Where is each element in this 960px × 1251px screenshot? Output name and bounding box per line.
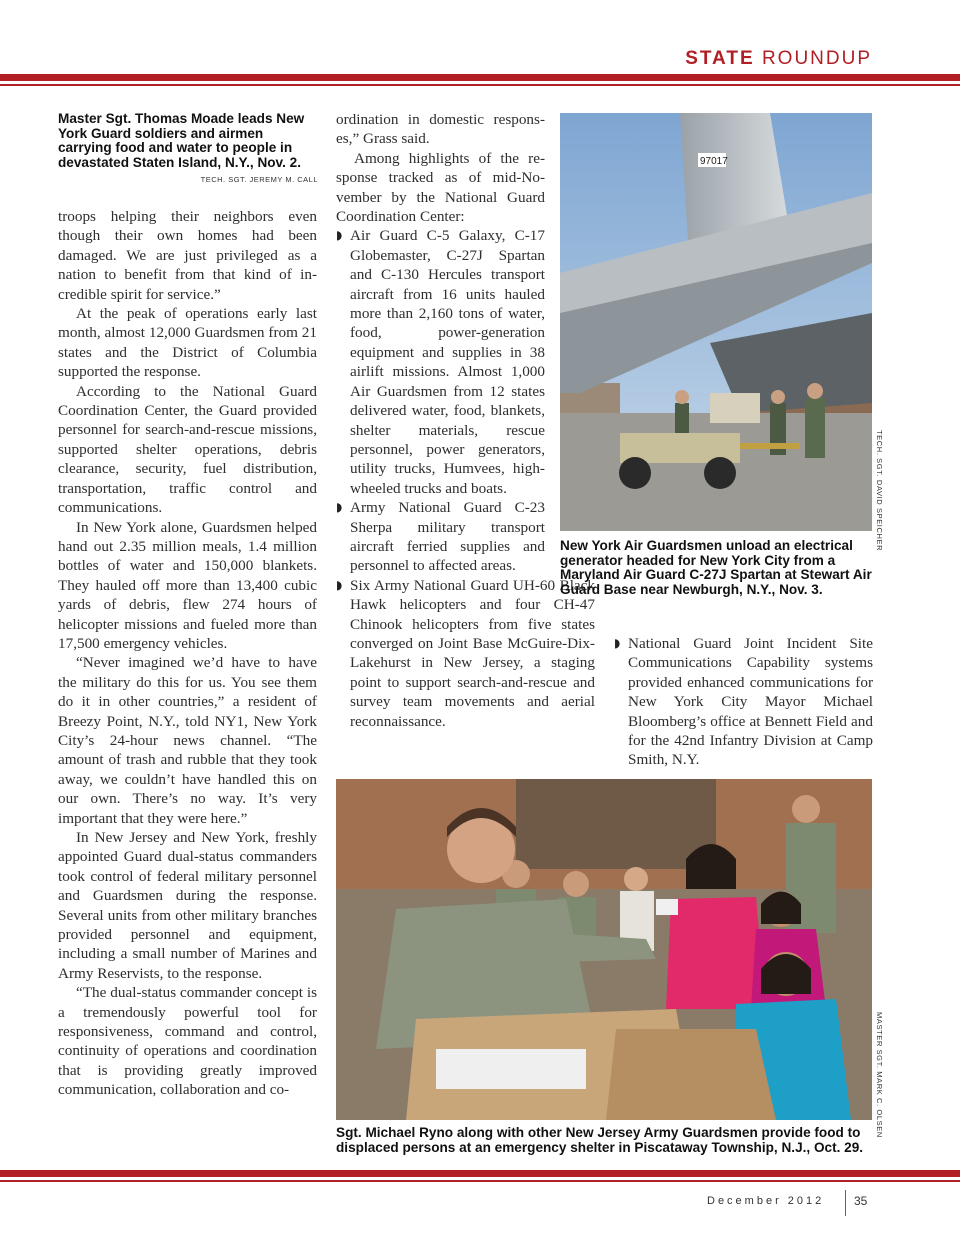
article-column-3 — [614, 634, 873, 770]
photo-food-distribution — [336, 779, 872, 1120]
caption-food: Sgt. Michael Ryno along with other New Jersey Army Guardsmen provide food to displaced persons at an emergency shelter in Piscataway Township, N.J., Oct. 29. — [336, 1125, 864, 1155]
food-photo-illustration — [336, 779, 872, 1120]
section-title-bold: STATE — [685, 48, 755, 69]
bullet-airlift — [336, 226, 545, 498]
bullet-text: Six Army National Guard UH-60 Black Hawk helicopters and four CH-47 Chinook helicopters from five states converged on Joint Base McGuire-Dix-Lakehurst in New Jersey, a staging point to support search-and-rescue and survey team movements and aerial reconnaissance. — [350, 576, 595, 730]
paragraph: “Never imagined we’d have to have the military do this for us. You see them do it in other countries,” a resident of Breezy Point, N.Y., told NY1, New York City’s 24-hour news channel. “The amount of trash and rubble that they took away, we couldn’t have handled this on our own. There’s no way. It’s very important that they were here.” — [58, 654, 317, 827]
bullet-text: National Guard Joint Incident Site Communications Capability systems provided enhanced communications for New York City Mayor Michael Bloomberg’s office at Bennett Field and for the 42nd Infantry Division at Camp Smith, N.Y. — [628, 635, 873, 769]
credit-aircraft: TECH. SGT. DAVID SPEICHER — [875, 430, 884, 552]
issue-date: December 2012 — [707, 1195, 825, 1207]
paragraph: troops helping their neighbors even though their own homes had been damaged. We are just privileged as a nation to benefit from that kind of incredible spirit for service.” — [58, 208, 317, 303]
top-rule-thin — [0, 84, 960, 86]
paragraph: In New Jersey and New York, freshly appointed Guard dual-status commanders took control of federal military personnel and Guardsmen during the response. Several units from other military branches provided personnel and equipment, including a small number of Marines and Army Reservists, to the response. — [58, 829, 317, 982]
paragraph: Among highlights of the response tracked as of mid-November by the National Guard Coordination Center: — [336, 149, 545, 226]
page-number: 35 — [854, 1194, 868, 1208]
top-rule — [0, 74, 960, 81]
article-column-1 — [58, 207, 317, 1100]
article-column-2 — [336, 110, 595, 731]
paragraph: According to the National Guard Coordination Center, the Guard provided personnel for search-and-rescue missions, supported shelter operations, debris clearance, security, fuel distribution, transportation, traffic control and communications. — [58, 382, 317, 517]
caption-staten-island: Master Sgt. Thomas Moade leads New York Guard soldiers and airmen carrying food and water to people in devastated Staten Island, N.Y., Nov. 2. — [58, 111, 305, 170]
bullet-communications — [614, 634, 873, 770]
paragraph: In New York alone, Guardsmen helped hand out 2.35 million meals, 1.4 million bottles of water and 150,000 blankets. They hauled off more than 13,400 cubic yards of debris, flew 274 hours of helicopter missions and fueled more than 17,500 emergency vehicles. — [58, 518, 317, 652]
bullet-helicopters — [336, 576, 595, 731]
aircraft-photo-illustration — [560, 113, 872, 531]
bullet-sherpa — [336, 498, 545, 576]
credit-food: MASTER SGT. MARK C. OLSEN — [875, 1012, 884, 1138]
bottom-rule — [0, 1170, 960, 1177]
paragraph: ordination in domestic responses,” Grass said. — [336, 111, 545, 148]
section-title — [685, 48, 872, 70]
bottom-rule-thin — [0, 1180, 960, 1182]
paragraph: At the peak of operations early last month, almost 12,000 Guardsmen from 21 states and the District of Columbia supported the response. — [58, 305, 317, 381]
bullet-text: Air Guard C-5 Galaxy, C-17 Globemaster, C-27J Spartan and C-130 Hercules transport aircraft from 16 units hauled more than 2,160 tons of water, food, power-generation equipment and supplies in 38 airlift missions. Almost 1,000 Air Guardsmen from 12 states delivered water, food, blankets, shelter materials, rescue personnel, power generators, utility trucks, Humvees, high-wheeled trucks and boats. — [350, 227, 545, 497]
bullet-text: Army National Guard C-23 Sherpa military transport aircraft ferried supplies and personnel to affected areas. — [350, 499, 545, 575]
photo-aircraft-unloading — [560, 113, 872, 531]
paragraph: “The dual-status commander concept is a tremendously powerful tool for responsiveness, command and control, continuity of operations and coordination that is providing greatly improved communication, collaboration and co- — [58, 984, 317, 1099]
caption-aircraft: New York Air Guardsmen unload an electrical generator headed for New York City from a Maryland Air Guard C-27J Spartan at Stewart Air Guard Base near Newburgh, N.Y., Nov. 3. — [560, 538, 872, 597]
credit-staten-island: TECH. SGT. JEREMY M. CALL — [200, 175, 318, 184]
aircraft-tail-number: 97017 — [700, 156, 728, 167]
section-title-rest: ROUNDUP — [761, 48, 872, 69]
footer-divider — [845, 1190, 846, 1216]
